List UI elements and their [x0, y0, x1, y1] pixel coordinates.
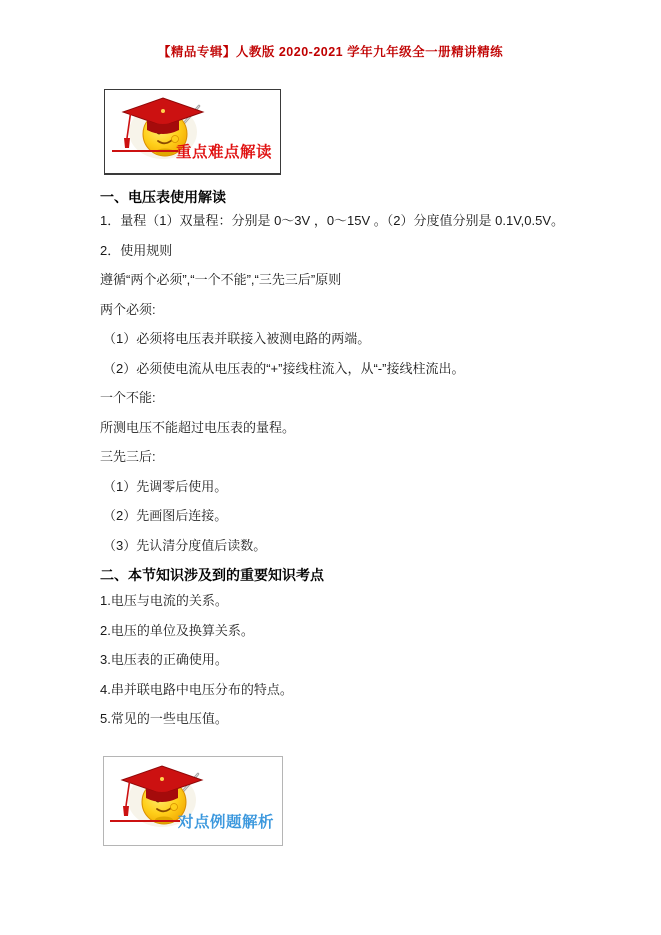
- paragraph-line: 2．使用规则: [100, 242, 173, 258]
- paragraph-line: （1）先调零后使用。: [103, 478, 228, 494]
- paragraph-line: 1.电压与电流的关系。: [100, 593, 228, 608]
- paragraph-line: 2.电压的单位及换算关系。: [100, 622, 254, 638]
- banner-key-points: [104, 89, 281, 175]
- banner-divider-line: [110, 820, 180, 822]
- paragraph-line: （1）必须将电压表并联接入被测电路的两端。: [103, 331, 371, 346]
- banner-example-analysis: [103, 756, 283, 846]
- paragraph-line: 5.常见的一些电压值。: [100, 711, 228, 726]
- paragraph-line: 遵循“两个必须”,“一个不能”,“三先三后”原则: [100, 272, 342, 287]
- banner-top-label: 重点难点解读: [176, 144, 273, 161]
- paragraph-line: 所测电压不能超过电压表的量程。: [100, 419, 296, 435]
- paragraph-line: 3.电压表的正确使用。: [100, 652, 228, 667]
- paragraph-line: （2）必须使电流从电压表的“+”接线柱流入，从“-”接线柱流出。: [103, 360, 465, 376]
- section-heading-2: 二、本节知识涉及到的重要知识考点: [100, 567, 324, 583]
- paragraph-line: （3）先认清分度值后读数。: [103, 537, 267, 553]
- paragraph-line: （2）先画图后连接。: [103, 508, 228, 523]
- section-heading-1: 一、电压表使用解读: [100, 189, 226, 205]
- paragraph-line: 一个不能:: [100, 390, 156, 405]
- paragraph-line: 两个必须:: [100, 301, 156, 317]
- paragraph-line: 4.串并联电路中电压分布的特点。: [100, 681, 293, 697]
- banner-divider-line: [112, 150, 178, 152]
- paragraph-line: 三先三后:: [100, 449, 156, 464]
- document-body: [100, 189, 580, 741]
- banner-bottom-label: 对点例题解析: [178, 814, 275, 831]
- document-header-title: 【精品专辑】人教版 2020-2021 学年九年级全一册精讲精练: [157, 45, 504, 59]
- paragraph-line: 1．量程（1）双量程：分别是 0～3V ，0～15V 。（2）分度值分别是 0.1V,0.5V。: [100, 213, 565, 228]
